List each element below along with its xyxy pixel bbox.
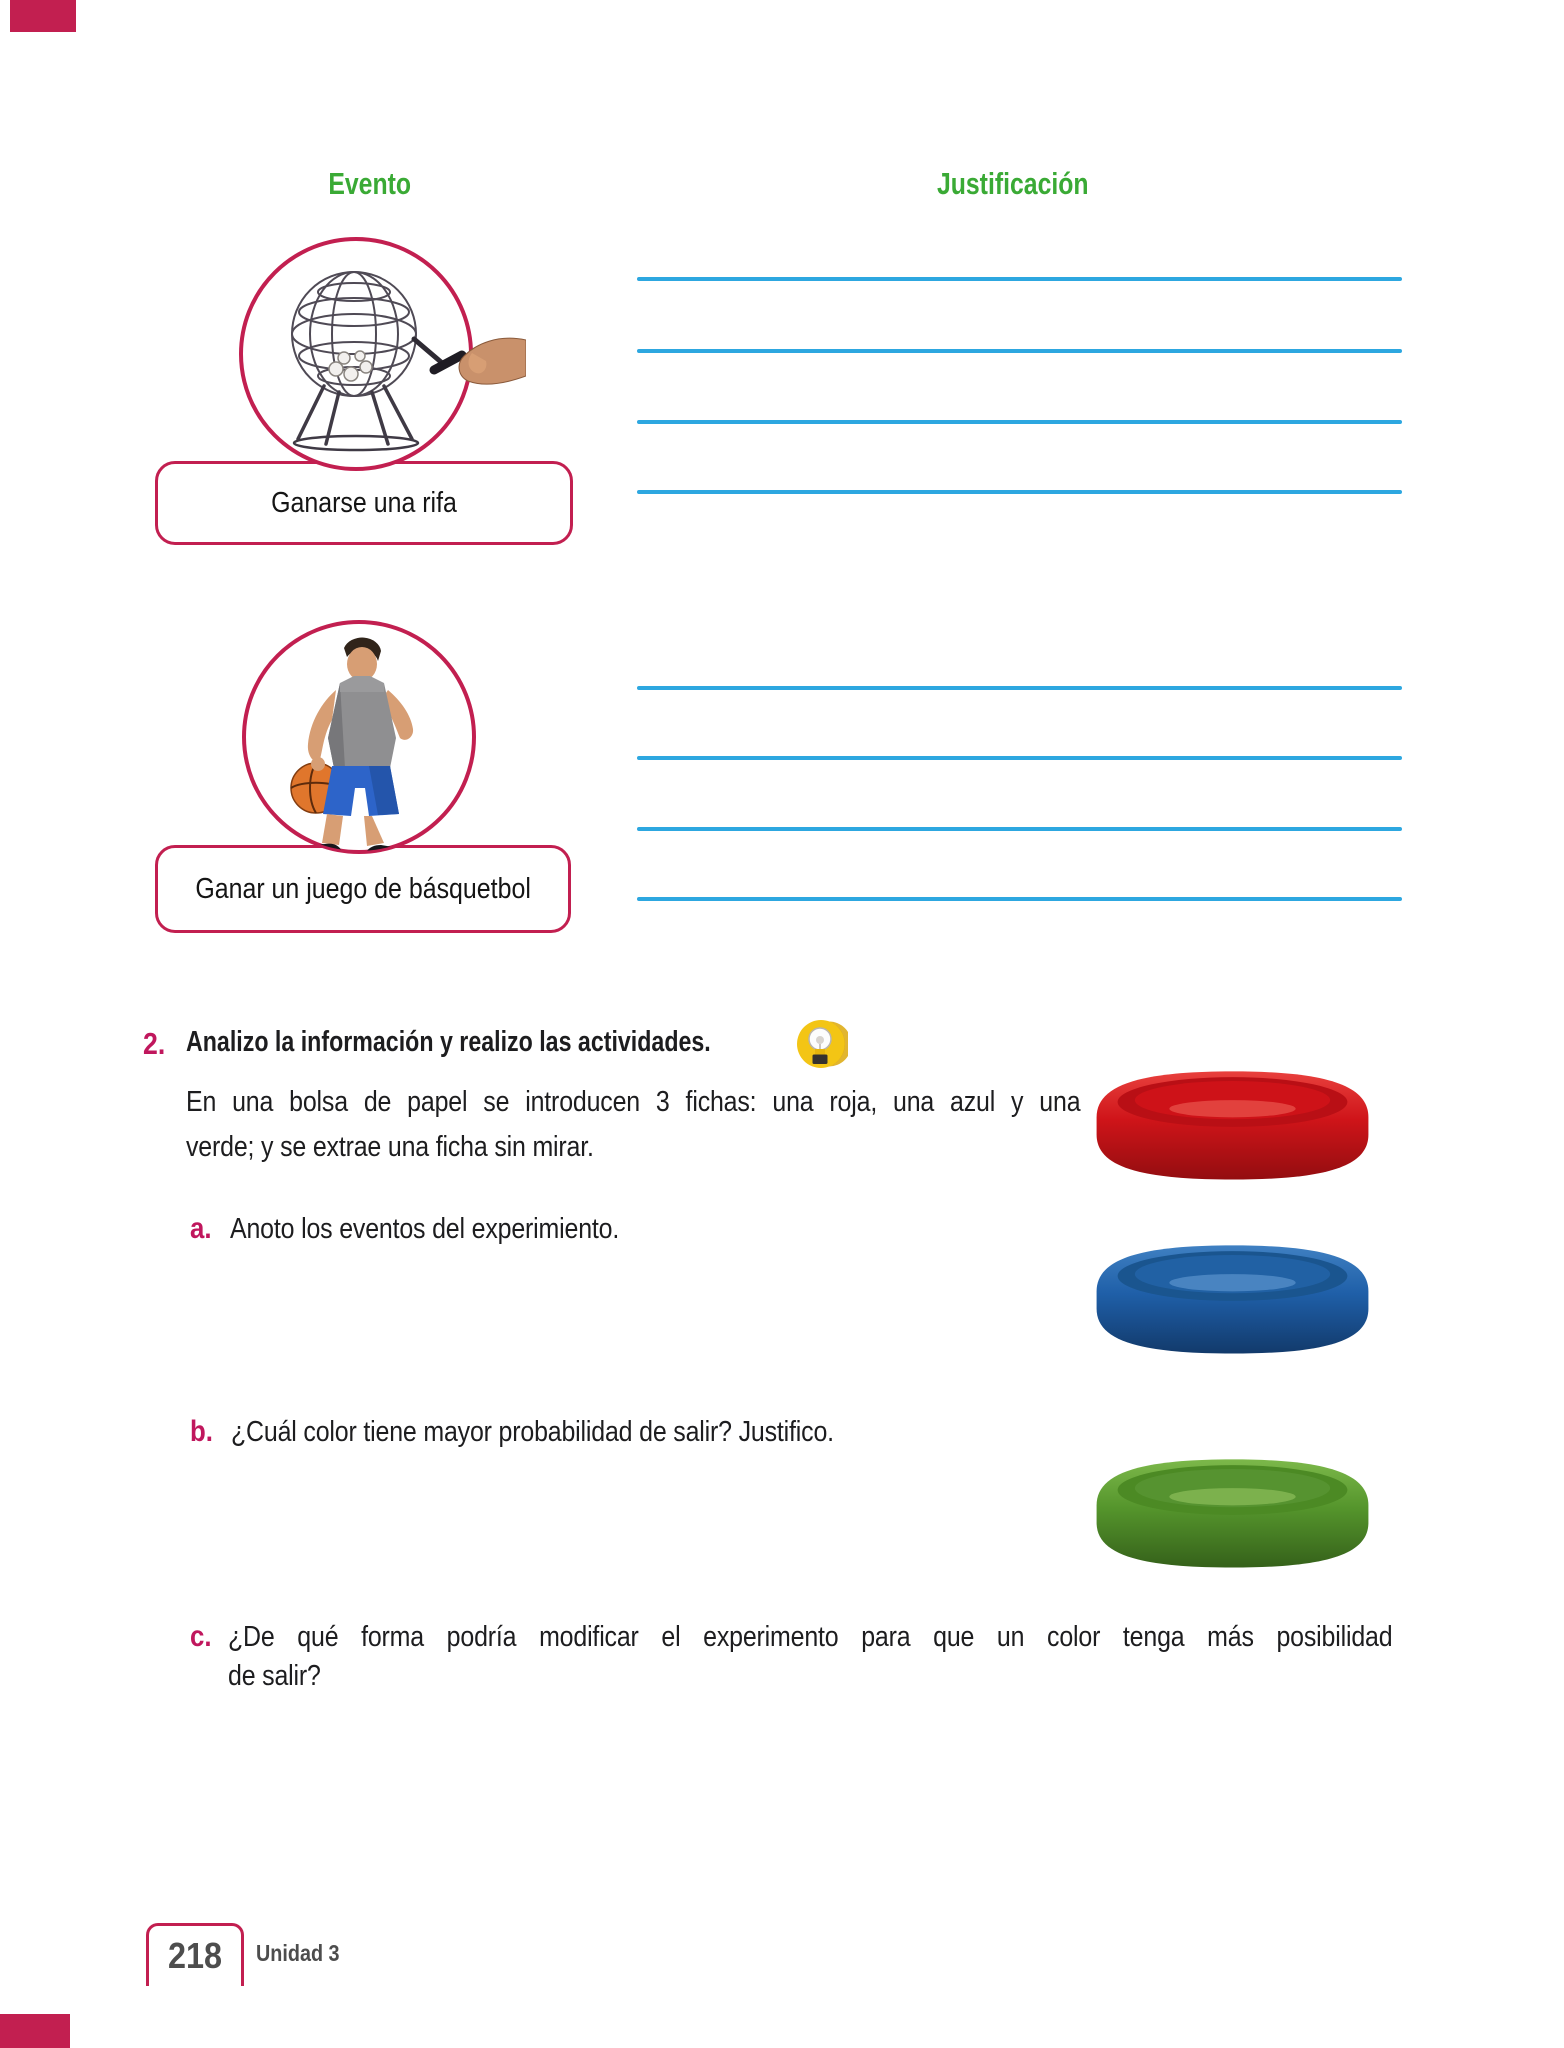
justification-line[interactable] (637, 490, 1402, 494)
basketball-player-image (238, 616, 480, 858)
item-c-text-line1: ¿De qué forma podría modificar el experimento para que un color tenga más posibilidad (228, 1621, 1393, 1653)
event-caption-text: Ganarse una rifa (271, 486, 457, 519)
justification-line[interactable] (637, 897, 1402, 901)
justification-line[interactable] (637, 349, 1402, 353)
justification-line[interactable] (637, 686, 1402, 690)
event-caption-text: Ganar un juego de básquetbol (195, 872, 531, 905)
unit-label: Unidad 3 (256, 1940, 340, 1966)
red-chip-image (1085, 1058, 1380, 1192)
column-header-justificacion: Justificación (937, 166, 1089, 201)
green-chip-image (1085, 1446, 1380, 1580)
justification-line[interactable] (637, 277, 1402, 281)
item-b-label: b. (190, 1415, 213, 1448)
item-c-text-line2: de salir? (228, 1660, 321, 1692)
blue-chip-image (1085, 1232, 1380, 1366)
page-edge-tab-bottom (0, 2014, 70, 2048)
raffle-drum-image (236, 234, 526, 480)
event-caption-box (155, 845, 571, 933)
column-header-evento: Evento (328, 166, 412, 201)
exercise-intro-line1: En una bolsa de papel se introducen 3 fichas: una roja, una azul y una (186, 1086, 1081, 1118)
item-a-label: a. (190, 1212, 212, 1245)
page-number: 218 (167, 1935, 223, 1976)
exercise-number: 2. (143, 1026, 166, 1061)
page-edge-tab-top (10, 0, 76, 32)
item-b-text: ¿Cuál color tiene mayor probabilidad de salir? Justifico. (231, 1416, 834, 1448)
exercise-title: Analizo la información y realizo las actividades. (186, 1026, 711, 1058)
item-a-text: Anoto los eventos del experimiento. (230, 1213, 620, 1245)
item-c-label: c. (190, 1620, 212, 1653)
justification-line[interactable] (637, 420, 1402, 424)
exercise-intro-line2: verde; y se extrae una ficha sin mirar. (186, 1131, 594, 1163)
lightbulb-icon (796, 1018, 848, 1076)
justification-line[interactable] (637, 756, 1402, 760)
page-number-box (146, 1923, 244, 1986)
justification-line[interactable] (637, 827, 1402, 831)
